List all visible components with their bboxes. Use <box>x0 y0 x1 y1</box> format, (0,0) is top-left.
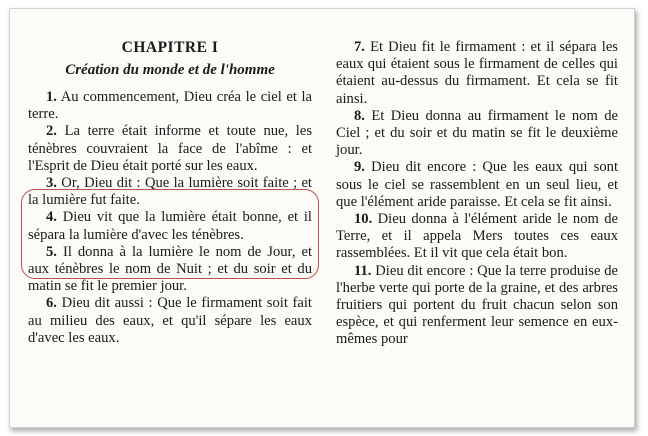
verse-text: Dieu dit encore : Que les eaux qui sont sous le ciel se rassemblent en un seul lieu, et que l'élément aride paraisse. Et cela se fit ainsi. <box>336 159 619 210</box>
verse <box>336 263 618 349</box>
verse-number: 11. <box>354 262 372 279</box>
verse <box>28 123 312 175</box>
verse-number: 6. <box>46 295 57 312</box>
verse-number: 8. <box>354 107 365 124</box>
verse-text: Dieu donna à l'élément aride le nom de Terre, et il appela Mers toutes ces eaux rassemblées. Et il vit que cela était bon. <box>336 211 618 262</box>
chapter-title: CHAPITRE I <box>121 39 219 56</box>
verse-number: 3. <box>46 175 57 192</box>
verse <box>28 295 312 347</box>
verse <box>28 209 312 243</box>
verse <box>336 159 618 211</box>
verse <box>336 39 618 108</box>
verse-text: Au commencement, Dieu créa le ciel et la terre. <box>28 89 312 123</box>
verse-text: Or, Dieu dit : Que la lumière soit faite ; et la lumière fut faite. <box>28 175 312 209</box>
verse <box>336 211 618 263</box>
verse-number: 4. <box>46 209 57 226</box>
verse-number: 5. <box>46 243 57 260</box>
verse <box>28 89 312 123</box>
verse-text: Dieu vit que la lumière était bonne, et il sépara la lumière d'avec les ténèbres. <box>28 209 312 243</box>
chapter-subtitle: Création du monde et de l'homme <box>65 62 275 78</box>
verse-text: Et Dieu fit le firmament : et il sépara les eaux qui étaient sous le firmament de celles qui étaient au-dessus du firmament. Et cela se fit ainsi. <box>336 39 618 107</box>
book-page <box>9 8 635 428</box>
verse-number: 9. <box>354 159 365 176</box>
verse-number: 1. <box>46 89 57 105</box>
verse <box>336 108 618 160</box>
verse-number: 7. <box>354 39 365 55</box>
verse-text: Dieu dit encore : Que la terre produise de l'herbe verte qui porte de la graine, et des arbres fruitiers qui portent du fruit chacun selon son espèce, et qui renferment leur semence en eux-mêmes pour <box>336 262 618 348</box>
verse-text: Et Dieu donna au firmament le nom de Ciel ; et du soir et du matin se fit le deuxième jour. <box>336 107 618 159</box>
verse-text: Il donna à la lumière le nom de Jour, et aux ténèbres le nom de Nuit ; et du soir et du matin se fit le premier jour. <box>28 243 312 295</box>
verse-text: La terre était informe et toute nue, les ténèbres couvraient la face de l'abîme : et l'Esprit de Dieu était porté sur les eaux. <box>28 123 312 174</box>
verse-number: 10. <box>354 211 373 228</box>
verse-number: 2. <box>46 123 57 140</box>
verse-text: Dieu dit aussi : Que le firmament soit fait au milieu des eaux, et qu'il sépare les eaux d'avec les eaux. <box>28 295 312 346</box>
right-column <box>336 39 618 349</box>
left-column <box>28 39 312 347</box>
verse <box>28 175 312 209</box>
verse <box>28 244 312 296</box>
